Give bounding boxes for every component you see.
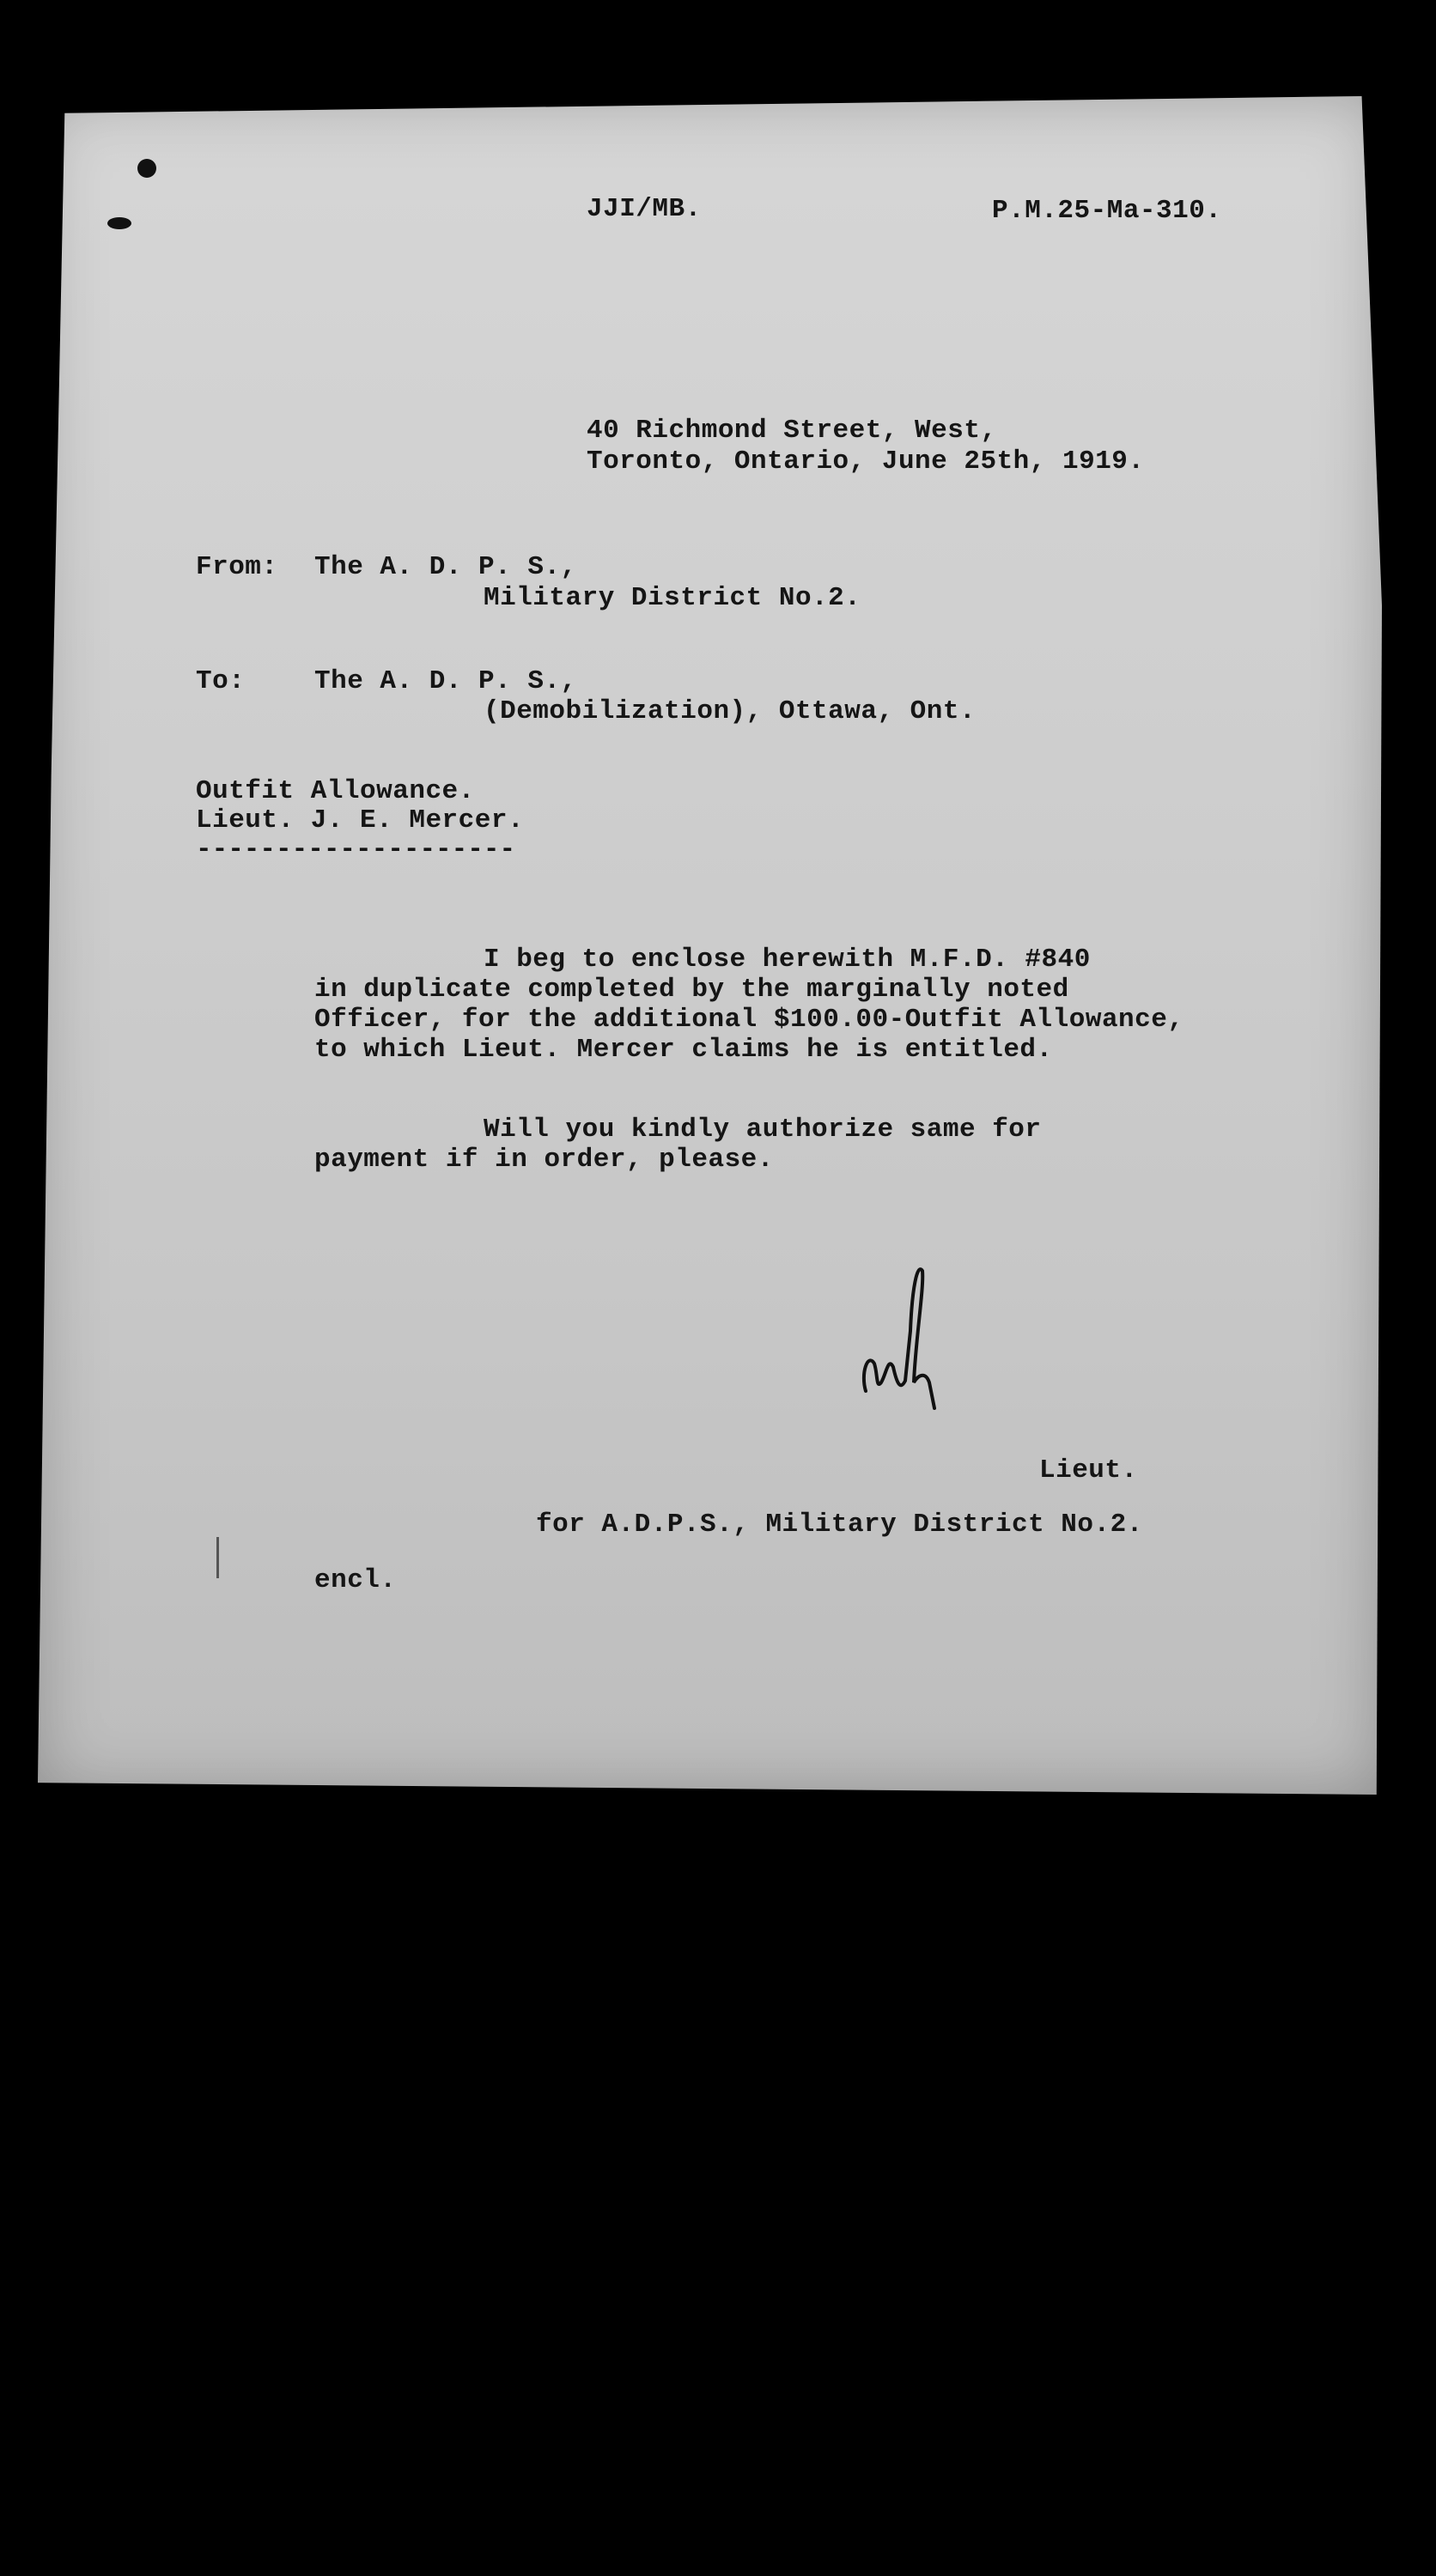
enclosure-label: encl. xyxy=(314,1565,397,1595)
margin-mark xyxy=(216,1537,219,1578)
from-label: From: xyxy=(196,552,278,582)
subject-line-1: Outfit Allowance. xyxy=(196,776,475,806)
body-para1-line-1: I beg to enclose herewith M.F.D. #840 xyxy=(484,945,1091,975)
to-line-1: The A. D. P. S., xyxy=(314,666,577,696)
body-para2-line-2: payment if in order, please. xyxy=(314,1145,774,1175)
signature-rank: Lieut. xyxy=(1039,1455,1138,1485)
address-line-2: Toronto, Ontario, June 25th, 1919. xyxy=(587,447,1145,477)
reference-left: JJI/MB. xyxy=(587,194,702,224)
ink-smudge-mid xyxy=(107,217,131,229)
to-line-2: (Demobilization), Ottawa, Ont. xyxy=(484,696,977,726)
to-label: To: xyxy=(196,666,246,696)
address-line-1: 40 Richmond Street, West, xyxy=(587,416,997,446)
handwritten-signature xyxy=(850,1254,953,1417)
signature-for-line: for A.D.P.S., Military District No.2. xyxy=(536,1510,1143,1540)
from-line-2: Military District No.2. xyxy=(484,583,861,613)
subject-line-2: Lieut. J. E. Mercer. xyxy=(196,805,525,835)
from-line-1: The A. D. P. S., xyxy=(314,552,577,582)
ink-smudge-top xyxy=(137,159,156,178)
body-para2-line-1: Will you kindly authorize same for xyxy=(484,1115,1042,1145)
body-para1-line-3: Officer, for the additional $100.00-Outfit Allowance, xyxy=(314,1005,1184,1035)
reference-right: P.M.25-Ma-310. xyxy=(992,196,1222,226)
body-para1-line-4: to which Lieut. Mercer claims he is entitled. xyxy=(314,1035,1053,1065)
body-para1-line-2: in duplicate completed by the marginally noted xyxy=(314,975,1069,1005)
subject-underline: -------------------- xyxy=(196,835,516,865)
